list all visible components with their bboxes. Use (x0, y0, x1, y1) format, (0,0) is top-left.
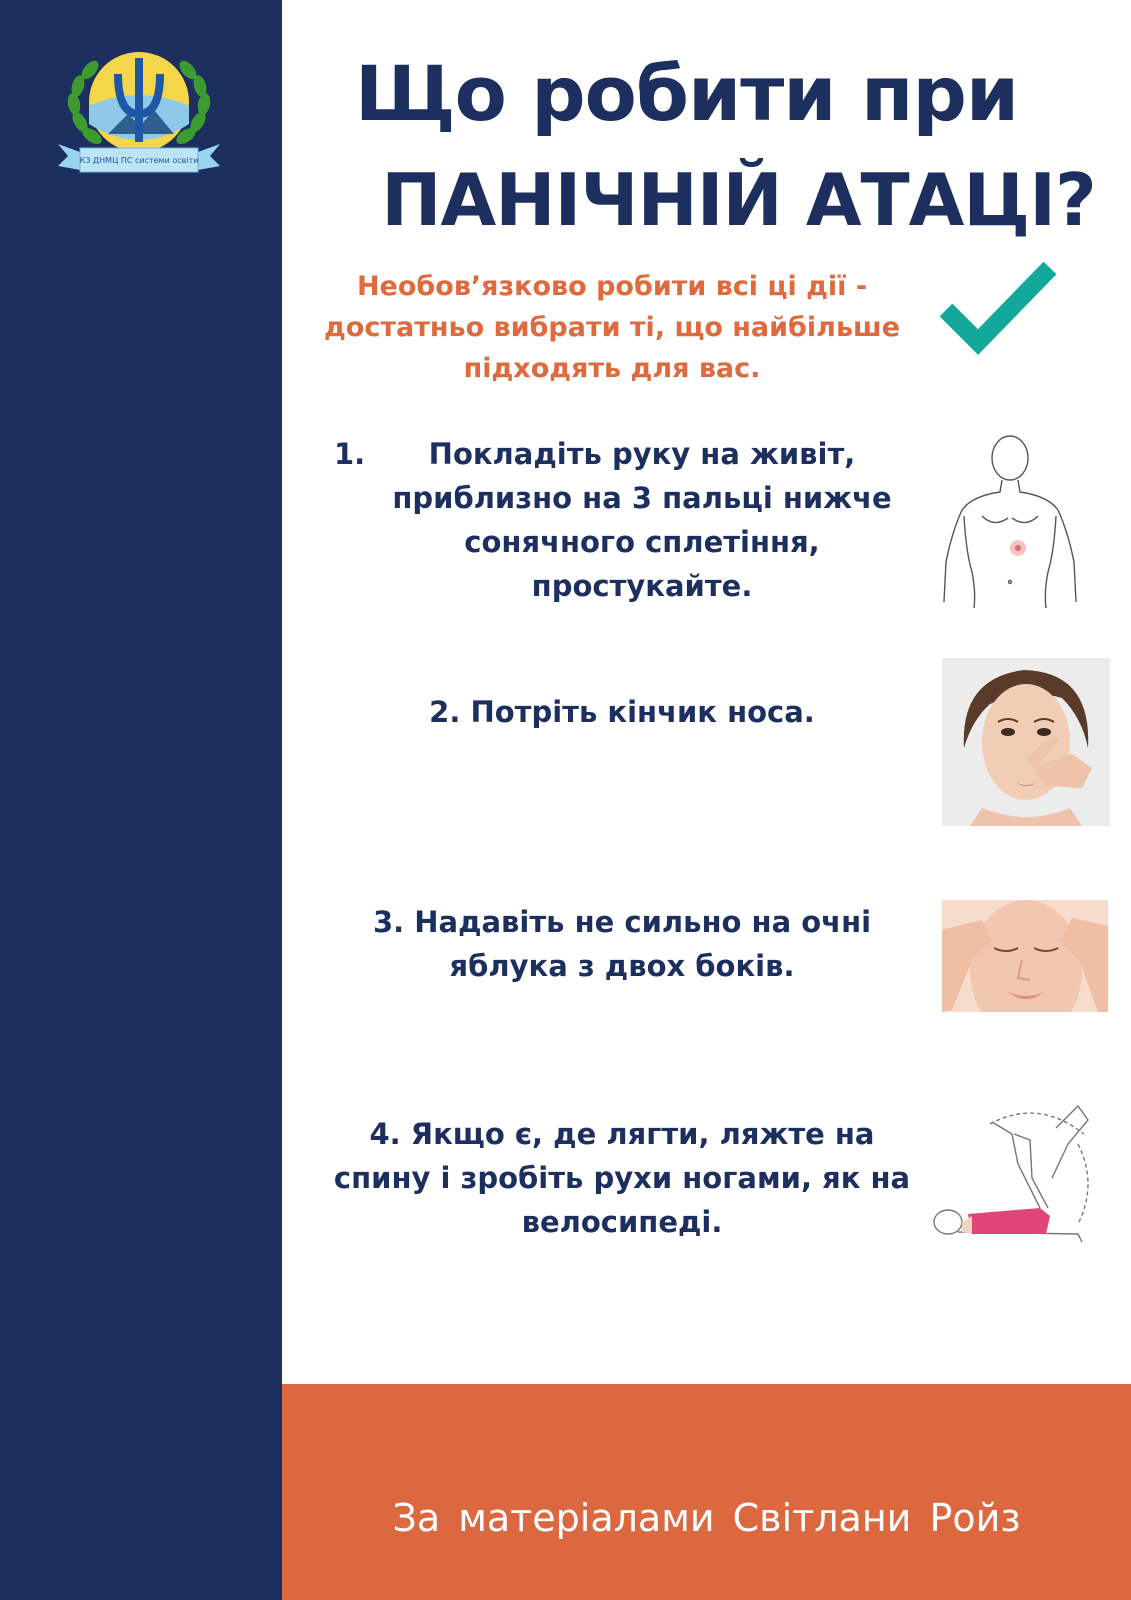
bicycle-exercise-illustration (928, 1104, 1098, 1246)
sidebar-panel (0, 0, 282, 1600)
torso-illustration (942, 432, 1078, 608)
footer-banner (282, 1384, 1131, 1600)
footer-credit: За матеріалами Світлани Ройз (392, 1496, 1021, 1540)
eyes-photo (942, 900, 1108, 1012)
step-3-text: 3. Надавіть не сильно на очні яблука з двох боків. (372, 905, 872, 983)
step-1-text: Покладіть руку на живіт, приблизно на 3 пальці нижче сонячного сплетіння, простукайте. (392, 437, 892, 603)
step-4-text: 4. Якщо є, де лягти, ляжте на спину і зробіть рухи ногами, як на велосипеді. (333, 1117, 911, 1239)
main-content (282, 0, 1131, 1384)
logo-text: КЗ ДНМЦ ПС системи освіти (79, 156, 199, 165)
check-mark-icon (938, 262, 1060, 358)
psychology-logo (58, 44, 220, 178)
page-title-line1: Що робити при (354, 49, 1019, 138)
page-title-line2: ПАНІЧНІЙ АТАЦІ? (381, 158, 1096, 242)
nose-photo (942, 658, 1110, 826)
step-2-text: 2. Потріть кінчик носа. (429, 695, 815, 729)
step-1-number: 1. (334, 437, 366, 471)
optional-note: Необов’язково робити всі ці дії - достатньо вибрати ті, що найбільше підходять для вас. (323, 271, 901, 384)
